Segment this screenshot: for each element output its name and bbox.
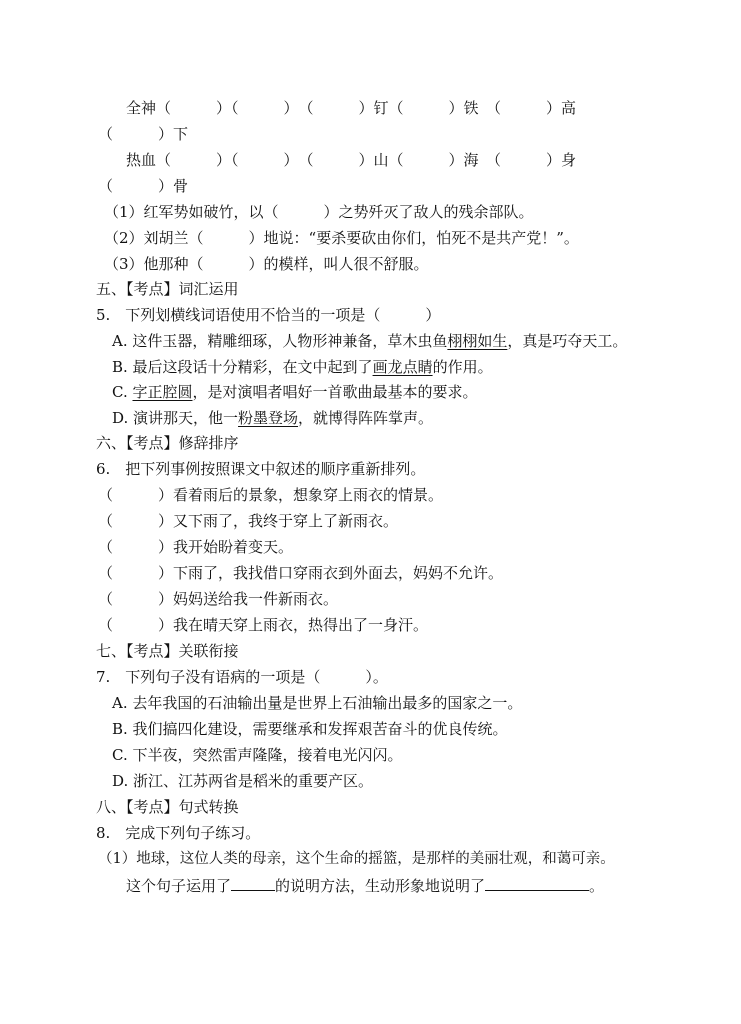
section-heading-8: 八、【考点】句式转换 [96,798,239,816]
fill-sentence-1: （1）红军势如破竹，以（ ）之势歼灭了敌人的残余部队。 [104,203,534,221]
sequence-item: （ ）下雨了，我找借口穿雨衣到外面去，妈妈不允许。 [98,564,504,582]
fill-sentence-2: （2）刘胡兰（ ）地说：“要杀要砍由你们，怕死不是共产党！”。 [104,229,579,247]
question-6: 6. 把下列事例按照课文中叙述的顺序重新排列。 [96,460,426,478]
underlined-word: 粉墨登场 [238,409,299,427]
question-7: 7. 下列句子没有语病的一项是（ ）。 [96,668,388,686]
section-heading-6: 六、【考点】修辞排序 [96,434,239,452]
underlined-word: 字正腔圆 [132,383,193,401]
sequence-item: （ ）又下雨了，我终于穿上了新雨衣。 [98,512,399,530]
option-5b: B. 最后这段话十分精彩，在文中起到了画龙点睛的作用。 [112,358,493,376]
underlined-word: 栩栩如生 [447,332,508,350]
option-7a: A. 去年我国的石油输出量是世界上石油输出最多的国家之一。 [112,694,523,712]
sequence-item: （ ）我在晴天穿上雨衣，热得出了一身汗。 [98,616,429,634]
answer-blank[interactable] [485,874,589,891]
sequence-item: （ ）看着雨后的景象，想象穿上雨衣的情景。 [98,486,444,504]
option-5a: A. 这件玉器，精雕细琢，人物形神兼备，草木虫鱼栩栩如生，真是巧夺天工。 [112,332,628,350]
option-7b: B. 我们搞四化建设，需要继承和发挥艰苦奋斗的优良传统。 [112,720,508,738]
idiom-row-rexue: 热血（ ）（ ） （ ）山（ ）海 （ ）身 [126,151,577,169]
sentence-8-1: （1）地球，这位人类的母亲，这个生命的摇篮，是那样的美丽壮观，和蔼可亲。 [98,851,615,867]
underlined-word: 画龙点睛 [372,358,433,376]
option-5d: D. 演讲那天，他一粉墨登场，就博得阵阵掌声。 [112,409,434,427]
idiom-row-quanshen-wrap: （ ）下 [98,125,189,143]
idiom-row-quanshen: 全神（ ）（ ） （ ）钉（ ）铁 （ ）高 [126,99,577,117]
sequence-item: （ ）我开始盼着变天。 [98,538,294,556]
option-5c: C. 字正腔圆，是对演唱者唱好一首歌曲最基本的要求。 [112,383,478,401]
option-7c: C. 下半夜，突然雷声隆隆，接着电光闪闪。 [112,746,403,764]
option-7d: D. 浙江、江苏两省是稻米的重要产区。 [112,772,374,790]
sequence-item: （ ）妈妈送给我一件新雨衣。 [98,590,339,608]
answer-blank[interactable] [231,874,275,891]
section-heading-5: 五、【考点】词汇运用 [96,280,239,298]
question-5: 5. 下列划横线词语使用不恰当的一项是（ ） [96,306,441,324]
idiom-row-rexue-wrap: （ ）骨 [98,177,189,195]
fill-sentence-3: （3）他那种（ ）的模样，叫人很不舒服。 [104,255,429,273]
question-8: 8. 完成下列句子练习。 [96,824,261,842]
sentence-8-1-task: 这个句子运用了 的说明方法，生动形象地说明了 。 [126,874,604,896]
section-heading-7: 七、【考点】关联衔接 [96,642,239,660]
